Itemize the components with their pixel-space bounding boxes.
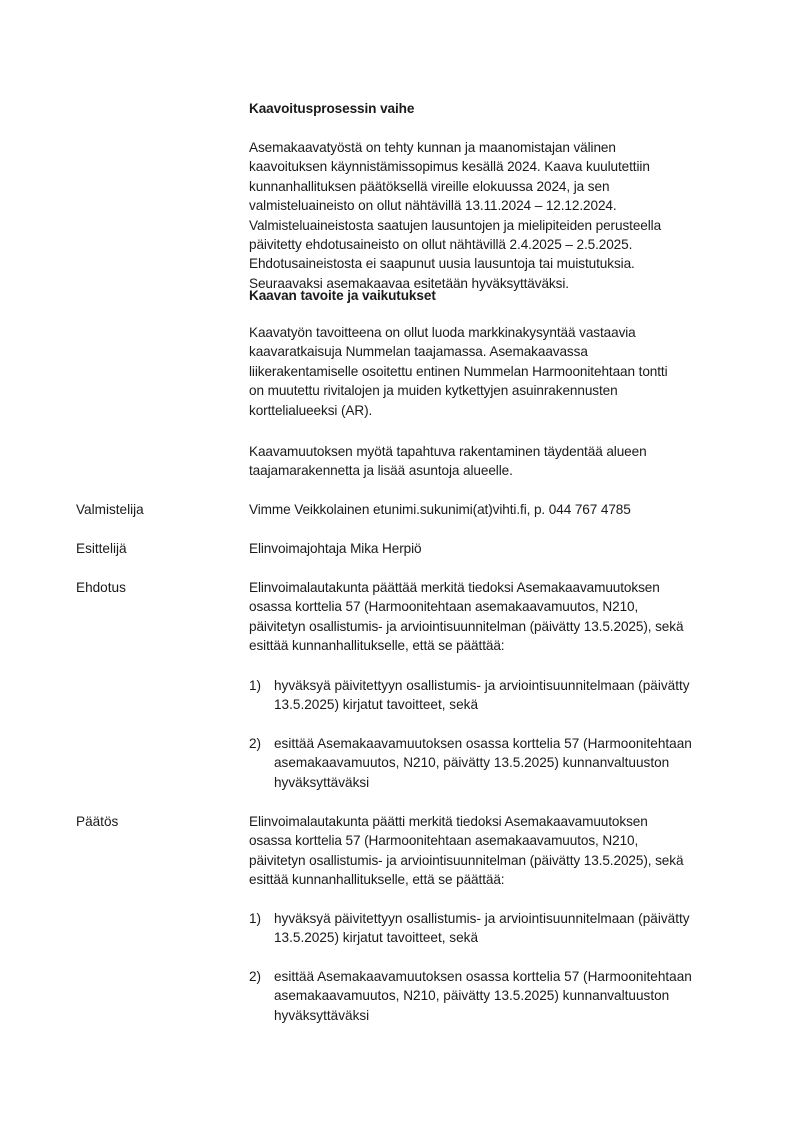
section-heading-process: Kaavoitusprosessin vaihe <box>249 101 415 116</box>
section-heading-goals: Kaavan tavoite ja vaikutukset <box>249 288 436 303</box>
list-number: 1) <box>249 678 262 693</box>
decision-paragraph <box>249 812 749 890</box>
field-label-ehdotus: Ehdotus <box>76 580 126 595</box>
text-line: kunnanhallituksen päätöksellä vireille elokuussa 2024, ja sen <box>249 178 610 194</box>
text-line: Asemakaavatyöstä on tehty kunnan ja maanomistajan välinen <box>249 140 616 155</box>
text-line: hyväksyä päivitettyyn osallistumis- ja arviointisuunnitelmaan (päivätty <box>274 678 690 693</box>
presenter-name: Elinvoimajohtaja Mika Herpiö <box>249 541 422 556</box>
text-line: esittää Asemakaavamuutoksen osassa korttelia 57 (Harmoonitehtaan <box>274 969 692 984</box>
text-line: korttelialueeksi (AR). <box>249 402 373 418</box>
text-line: osassa korttelia 57 (Harmoonitehtaan asemakaavamuutos, N210, <box>249 833 639 849</box>
text-line: hyväksyttäväksi <box>274 1007 370 1023</box>
text-line: Seuraavaksi asemakaavaa esitetään hyväksyttäväksi. <box>249 275 569 291</box>
field-value-esittelija <box>249 539 749 558</box>
text-line: liikerakentamiselle osoitettu entinen Nummelan Harmoonitehtaan tontti <box>249 363 668 379</box>
field-label-esittelija: Esittelijä <box>76 541 127 556</box>
preparer-contact: Vimme Veikkolainen etunimi.sukunimi(at)vihti.fi, p. 044 767 4785 <box>249 502 631 517</box>
text-line: hyväksyä päivitettyyn osallistumis- ja arviointisuunnitelmaan (päivätty <box>274 911 690 926</box>
process-paragraph <box>249 138 749 293</box>
text-line: Kaavatyön tavoitteena on ollut luoda markkinakysyntää vastaavia <box>249 325 636 340</box>
text-line: esittää kunnanhallitukselle, että se päättää: <box>249 638 505 654</box>
goals-paragraph-2 <box>249 442 749 481</box>
text-line: esittää kunnanhallitukselle, että se päättää: <box>249 872 505 888</box>
text-line: valmisteluaineisto on ollut nähtävillä 13.11.2024 – 12.12.2024. <box>249 198 617 214</box>
text-line: Kaavamuutoksen myötä tapahtuva rakentaminen täydentää alueen <box>249 444 647 459</box>
text-line: päivitetyn osallistumis- ja arviointisuunnitelman (päivätty 13.5.2025), sekä <box>249 852 684 868</box>
text-line: asemakaavamuutos, N210, päivätty 13.5.2025) kunnanvaltuuston <box>274 988 670 1004</box>
proposal-paragraph <box>249 578 749 656</box>
text-line: kaavaratkaisuja Nummelan taajamassa. Asemakaavassa <box>249 344 588 360</box>
text-line: on muutettu rivitalojen ja muiden kytkettyjen asuinrakennusten <box>249 383 618 399</box>
text-line: päivitetty ehdotusaineisto on ollut nähtävillä 2.4.2025 – 2.5.2025. <box>249 237 633 253</box>
field-value-valmistelija <box>249 500 749 519</box>
text-line: Ehdotusaineistosta ei saapunut uusia lausuntoja tai muistutuksia. <box>249 256 635 272</box>
text-line: esittää Asemakaavamuutoksen osassa korttelia 57 (Harmoonitehtaan <box>274 736 692 751</box>
text-line: osassa korttelia 57 (Harmoonitehtaan asemakaavamuutos, N210, <box>249 599 639 615</box>
field-label-paatos: Päätös <box>76 814 119 829</box>
field-label-valmistelija: Valmistelija <box>76 502 144 517</box>
text-line: kaavoituksen käynnistämissopimus kesällä 2024. Kaava kuulutettiin <box>249 159 650 175</box>
text-line: 13.5.2025) kirjatut tavoitteet, sekä <box>274 930 479 946</box>
list-number: 1) <box>249 911 262 926</box>
list-number: 2) <box>249 969 262 984</box>
text-line: asemakaavamuutos, N210, päivätty 13.5.2025) kunnanvaltuuston <box>274 755 670 771</box>
text-line: Elinvoimalautakunta päätti merkitä tiedoksi Asemakaavamuutoksen <box>249 814 648 829</box>
goals-paragraph-1 <box>249 323 749 420</box>
text-line: Elinvoimalautakunta päättää merkitä tiedoksi Asemakaavamuutoksen <box>249 580 660 595</box>
text-line: päivitetyn osallistumis- ja arviointisuunnitelman (päivätty 13.5.2025), sekä <box>249 618 684 634</box>
text-line: taajamarakennetta ja lisää asuntoja alueelle. <box>249 463 513 479</box>
text-line: hyväksyttäväksi <box>274 774 370 790</box>
list-number: 2) <box>249 736 262 751</box>
text-line: 13.5.2025) kirjatut tavoitteet, sekä <box>274 697 479 713</box>
text-line: Valmisteluaineistosta saatujen lausuntojen ja mielipiteiden perusteella <box>249 217 662 233</box>
